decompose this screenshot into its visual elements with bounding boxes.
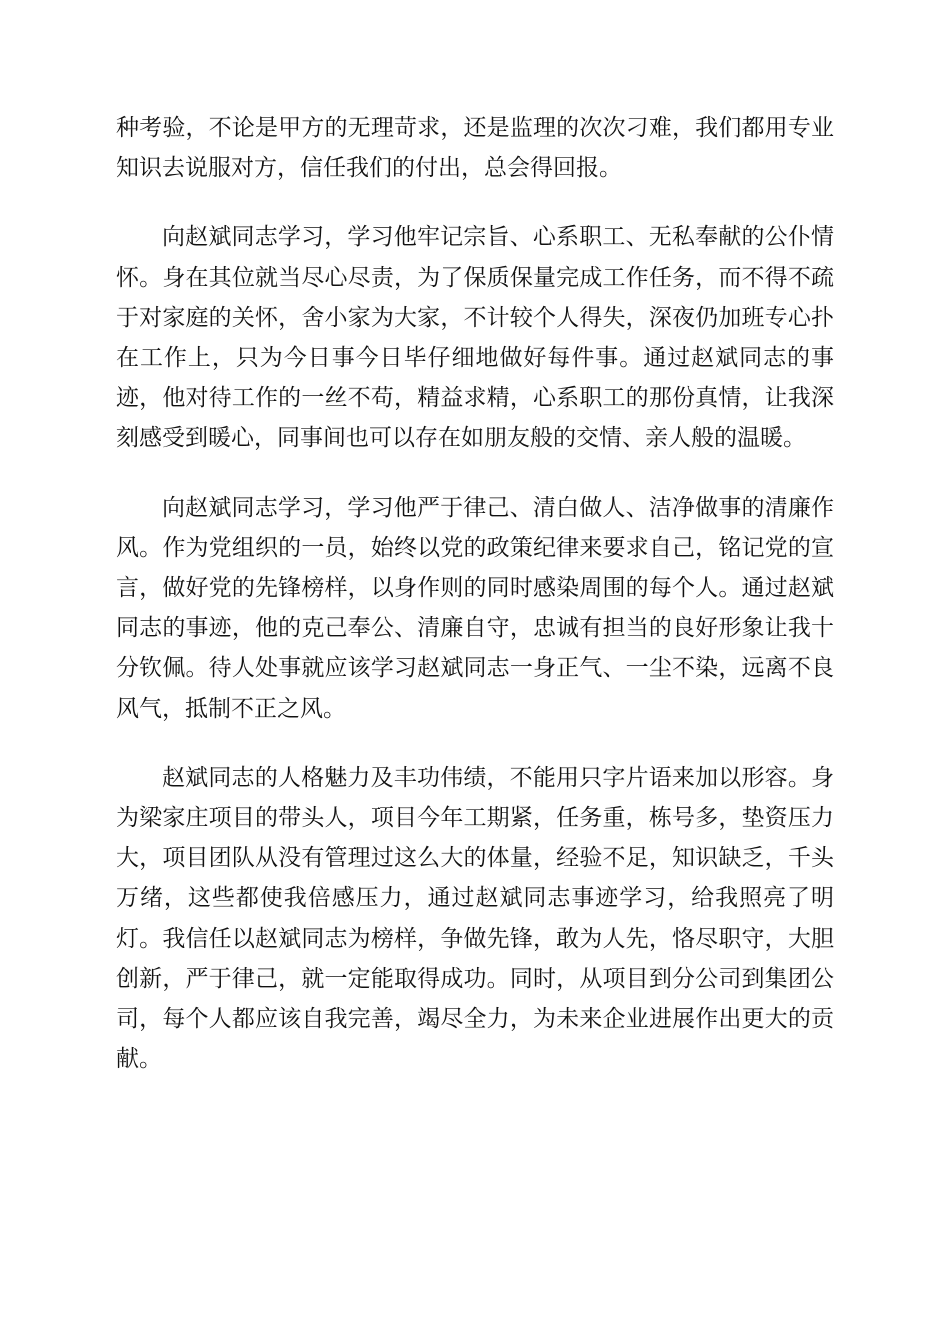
paragraph-integrity: 向赵斌同志学习，学习他严于律己、清白做人、洁净做事的清廉作风。作为党组织的一员，始终以党的政策纪律来要求自己，铭记党的宣言，做好党的先锋榜样，以身作则的同时感染周围的每个人。通过赵斌同志的事迹，他的克己奉公、清廉自守，忠诚有担当的良好形象让我十分钦佩。待人处事就应该学习赵斌同志一身正气、一尘不染，远离不良风气，抵制不正之风。 (116, 494, 834, 722)
paragraph-conclusion: 赵斌同志的人格魅力及丰功伟绩，不能用只字片语来加以形容。身为梁家庄项目的带头人，项目今年工期紧，任务重，栋号多，垫资压力大，项目团队从没有管理过这么大的体量，经验不足，知识缺乏，千头万绪，这些都使我倍感压力，通过赵斌同志事迹学习，给我照亮了明灯。我信任以赵斌同志为榜样，争做先锋，敢为人先，恪尽职守，大胆创新，严于律己，就一定能取得成功。同时，从项目到分公司到集团公司，每个人都应该自我完善，竭尽全力，为未来企业进展作出更大的贡献。 (116, 764, 834, 1073)
paragraph-continuation: 种考验，不论是甲方的无理苛求，还是监理的次次刁难，我们都用专业知识去说服对方，信任我们的付出，总会得回报。 (116, 115, 834, 182)
document-body (116, 108, 834, 1108)
paragraph-dedication: 向赵斌同志学习，学习他牢记宗旨、心系职工、无私奉献的公仆情怀。身在其位就当尽心尽责，为了保质保量完成工作任务，而不得不疏于对家庭的关怀，舍小家为大家，不计较个人得失，深夜仍加班专心扑在工作上，只为今日事今日毕仔细地做好每件事。通过赵斌同志的事迹，他对待工作的一丝不苟，精益求精，心系职工的那份真情，让我深刻感受到暖心，同事间也可以存在如朋友般的交情、亲人般的温暖。 (116, 224, 834, 452)
